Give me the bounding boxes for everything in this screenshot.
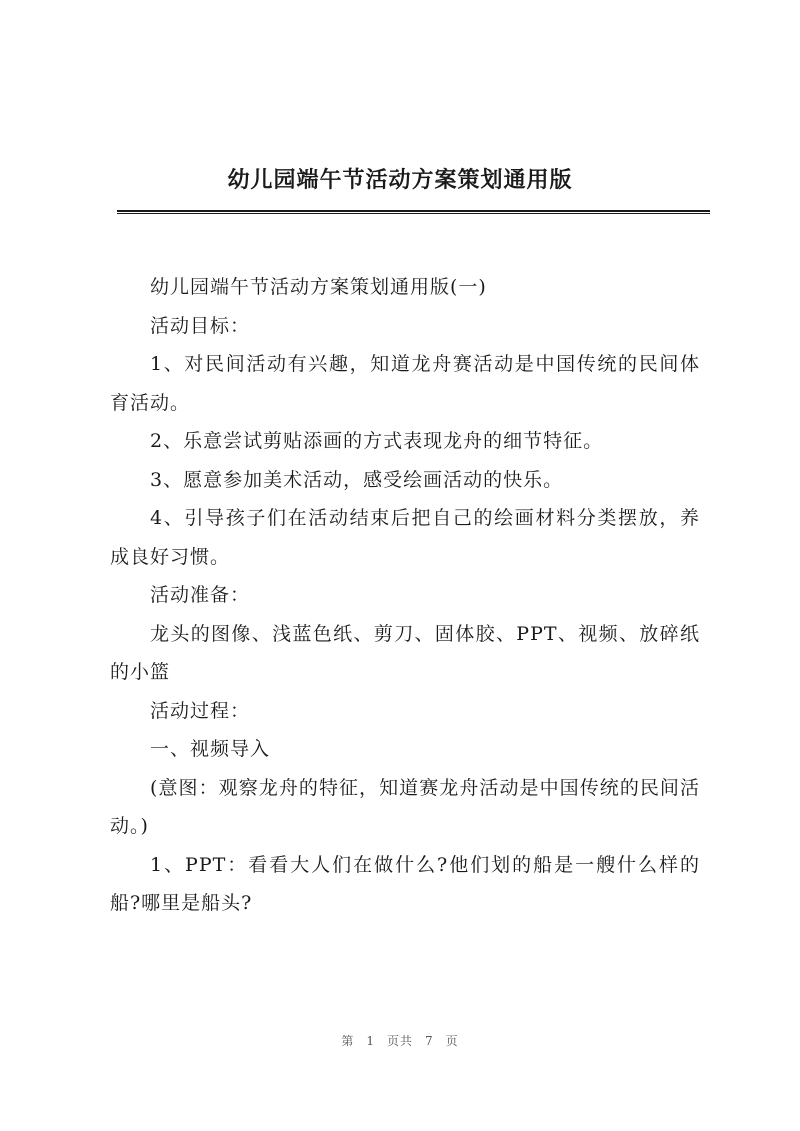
document-body <box>110 268 700 923</box>
goal-item-2: 2、乐意尝试剪贴添画的方式表现龙舟的细节特征。 <box>150 430 604 452</box>
process-step-heading: 一、视频导入 <box>150 738 271 760</box>
section-heading-process: 活动过程： <box>150 699 251 722</box>
title-divider <box>117 210 710 214</box>
footer-suffix: 页 <box>445 1034 459 1048</box>
goal-item-1: 1、对民间活动有兴趣，知道龙舟赛活动是中国传统的民间体育活动。 <box>110 353 700 414</box>
page-title: 幼儿园端午节活动方案策划通用版 <box>227 167 573 193</box>
footer-middle: 页共 <box>386 1034 413 1048</box>
process-step-1: 1、PPT：看看大人们在做什么?他们划的船是一艘什么样的船?哪里是船头? <box>110 853 700 914</box>
footer-page-number: 1 <box>366 1034 375 1048</box>
goal-item-3: 3、愿意参加美术活动，感受绘画活动的快乐。 <box>150 468 564 491</box>
page-footer <box>0 1032 800 1049</box>
subtitle-paragraph: 幼儿园端午节活动方案策划通用版(一) <box>150 276 487 298</box>
section-heading-goals: 活动目标： <box>150 314 251 337</box>
preparation-materials: 龙头的图像、浅蓝色纸、剪刀、固体胶、PPT、视频、放碎纸的小篮 <box>110 622 700 683</box>
footer-prefix: 第 <box>341 1034 355 1048</box>
section-heading-preparation: 活动准备： <box>150 584 251 606</box>
process-intent: (意图：观察龙舟的特征，知道赛龙舟活动是中国传统的民间活动。) <box>110 776 700 837</box>
footer-total-pages: 7 <box>425 1034 434 1048</box>
goal-item-4: 4、引导孩子们在活动结束后把自己的绘画材料分类摆放，养成良好习惯。 <box>110 507 700 568</box>
